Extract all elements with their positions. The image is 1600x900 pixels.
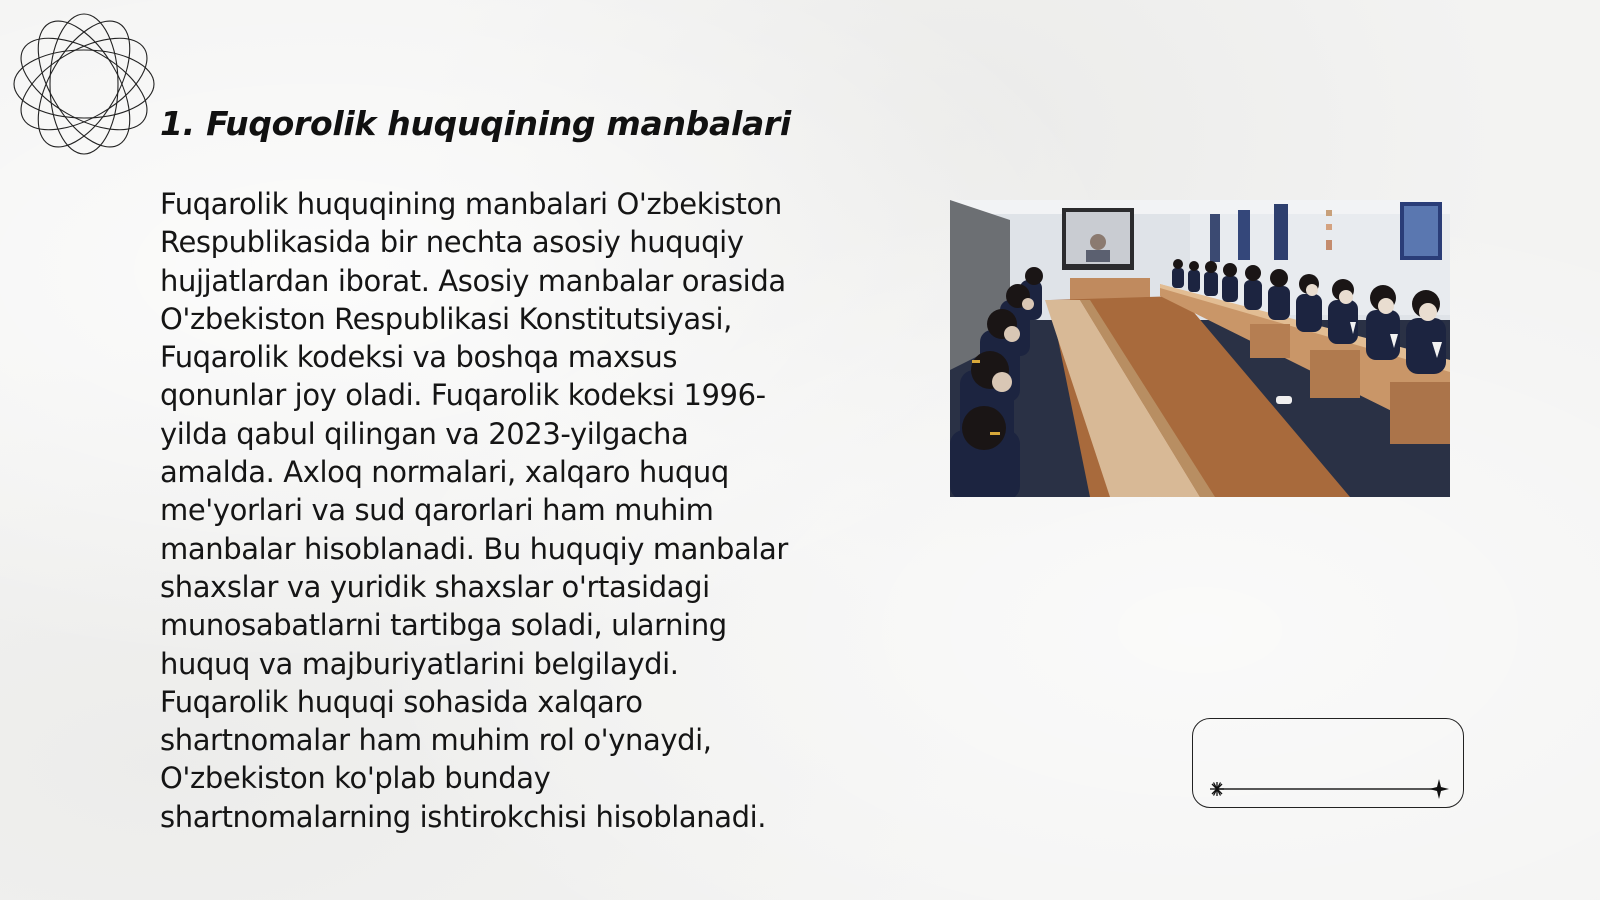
- classroom-photo: [950, 200, 1450, 497]
- slide-title: 1. Fuqorolik huquqining manbalari: [160, 104, 791, 143]
- orbit-rings-icon: [10, 10, 158, 158]
- body-paragraph: Fuqarolik huquqining manbalari O'zbekiston Respublikasida bir nechta asosiy huquqiy hujjatlardan iborat. Asosiy manbalar orasida O'zbekiston Respublikasi Konstitutsiyasi, Fuqarolik kodeksi va boshqa maxsus qonunlar joy oladi. Fuqarolik kodeksi 1996- yilda qabul qilingan va 2023-yilgacha amalda. Axloq normalari, xalqaro huquq me'yorlari va sud qarorlari ham muhim manbalar hisoblanadi. Bu huquqiy manbalar shaxslar va yuridik shaxslar o'rtasidagi munosabatlarni tartibga soladi, ularning huquq va majburiyatlarini belgilaydi. Fuqarolik huquqi sohasida xalqaro shartnomalar ham muhim rol o'ynaydi, O'zbekiston ko'plab bunday shartnomalarning ishtirokchisi hisoblanadi.: [160, 187, 788, 834]
- decorative-line-card: [1192, 718, 1464, 808]
- sparkle-icon: [1429, 779, 1449, 799]
- starburst-icon: [1210, 782, 1224, 796]
